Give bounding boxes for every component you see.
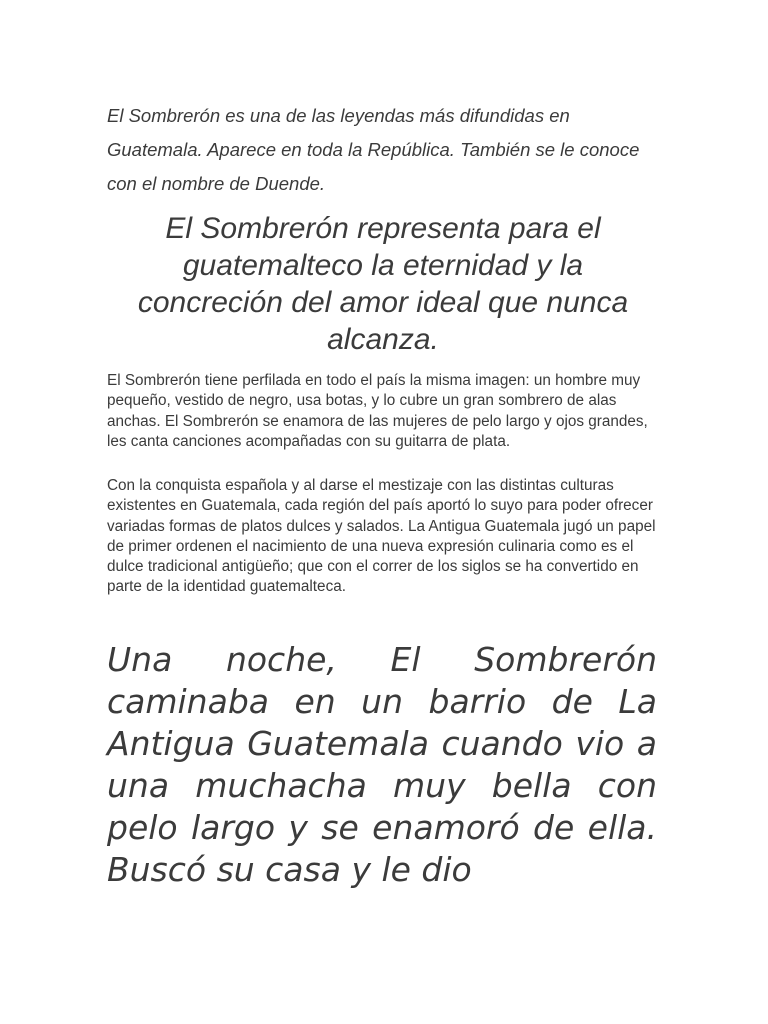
body-paragraph-2: Con la conquista española y al darse el mestizaje con las distintas culturas existentes en Guatemala, cada región del país aportó lo suyo para poder ofrecer variadas formas de platos dulces y salados. La Antigua Guatemala jugó un papel de primer ordenen el nacimiento de una nueva expresión culinaria como es el dulce tradicional antigüeño; que con el correr de los siglos se ha convertido en parte de la identidad guatemalteca. bbox=[107, 477, 656, 596]
pull-quote: El Sombrerón representa para el guatemalteco la eternidad y la concreción del amor ideal que nunca alcanza. bbox=[137, 212, 629, 356]
intro-paragraph: El Sombrerón es una de las leyendas más difundidas en Guatemala. Aparece en toda la República. También se le conoce con el nombre de Duende. bbox=[107, 105, 640, 194]
body-paragraph-1: El Sombrerón tiene perfilada en todo el país la misma imagen: un hombre muy pequeño, vestido de negro, usa botas, y lo cubre un gran sombrero de alas anchas. El Sombrerón se enamora de las mujeres de pelo largo y ojos grandes, les canta canciones acompañadas con su guitarra de plata. bbox=[107, 372, 648, 450]
story-paragraph: Una noche, El Sombrerón caminaba en un barrio de La Antigua Guatemala cuando vio a una muchacha muy bella con pelo largo y se enamoró de ella. Buscó su casa y le dio bbox=[107, 640, 657, 889]
